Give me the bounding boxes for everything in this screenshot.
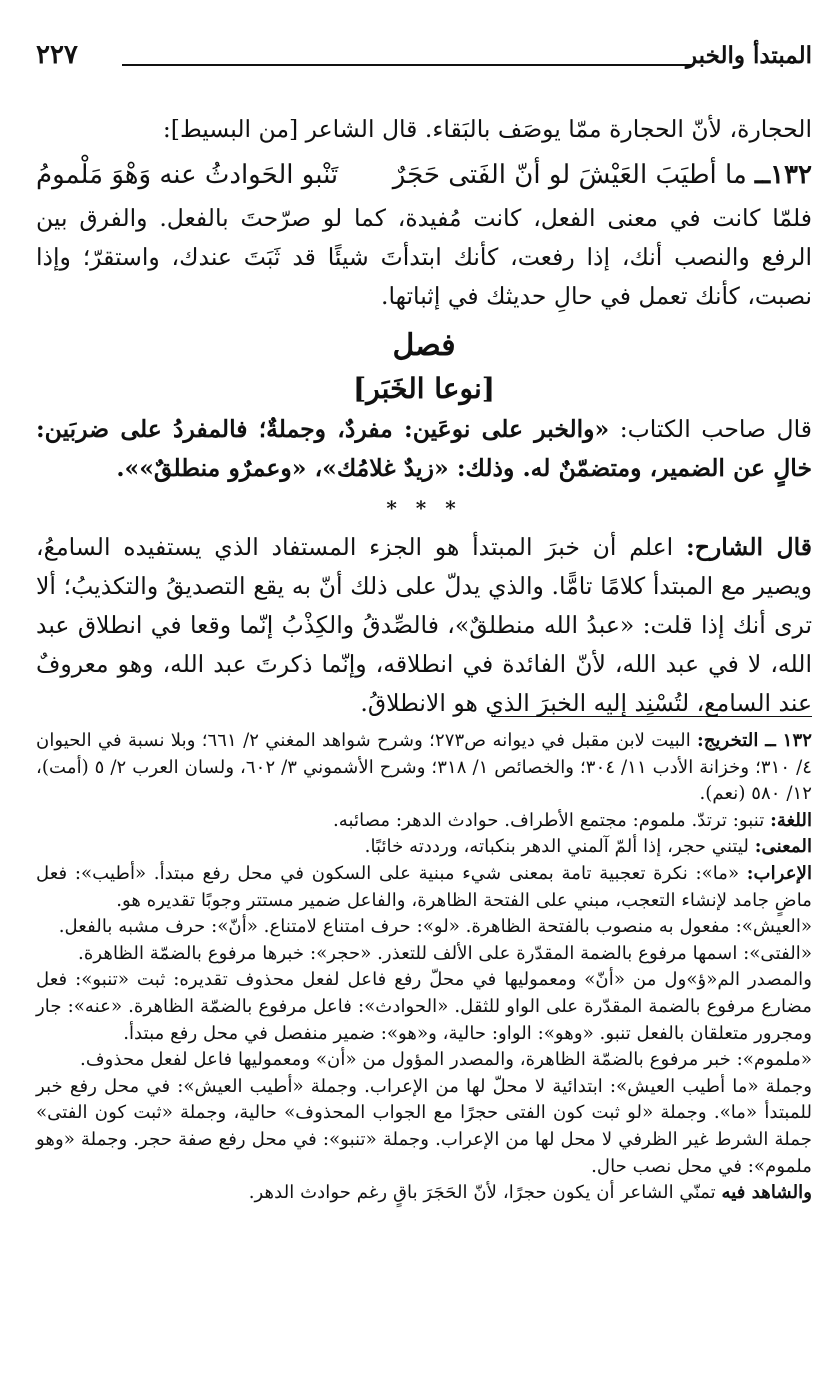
section-title: فصل <box>392 328 456 363</box>
commentator-label: قال الشارح: <box>686 533 812 561</box>
irab-label: الإعراب: <box>746 862 812 884</box>
quote-intro: قال صاحب الكتاب: <box>619 415 812 443</box>
footnotes <box>36 728 812 1207</box>
verse-number: ١٣٢ــ <box>754 160 812 190</box>
footnote-lugha <box>36 808 812 835</box>
irab-text-4: والمصدر الم«ؤ»ول من «أنّ» ومعموليها في محلّ رفع فاعل لفعل محذوف تقديره: ثبت «تنبو»: فعل مضارع مرفوع بالضمة المقدّرة على الواو للثقل. «الحوادث»: فاعل مرفوع بالضمّة الظاهرة. «عنه»: جار ومجرور متعلقان بالفعل تنبو. «وهو»: الواو: حالية، و«هو»: ضمير منفصل في محل رفع مبتدأ. <box>36 969 812 1044</box>
mana-text: ليتني حجر، إذا ألمّ آلمني الدهر بنكباته، ورددته خائبًا. <box>364 836 749 858</box>
lugha-text: تنبو: ترتدّ. ملموم: مجتمع الأطراف. حوادث الدهر: مصائبه. <box>333 809 765 831</box>
header-rule <box>122 64 692 66</box>
footnote-rule <box>492 716 812 717</box>
footnote-irab <box>36 861 812 914</box>
verse-hemistich-2: تَنْبو الحَوادثُ عنه وَهْوَ مَلْمومُ <box>36 160 339 190</box>
commentary-paragraph <box>36 528 812 723</box>
shahid-label: والشاهد فيه <box>721 1182 812 1204</box>
page-header <box>36 42 812 76</box>
takhrij-label: ١٣٢ ــ التخريج: <box>697 730 812 751</box>
irab-text-1: «ما»: نكرة تعجبية تامة بمعنى شيء مبنية على السكون في محل رفع مبتدأ. «أطيب»: فعل ماضٍ جامد لإنشاء التعجب، مبني على الفتحة الظاهرة، والفاعل ضمير مستتر وجوبًا تقديره هو. <box>36 862 812 911</box>
author-quote <box>36 410 812 488</box>
quote-text: «والخبر على نوعَين: مفردٌ، وجملةٌ؛ فالمفردُ على ضربَين: خالٍ عن الضمير، ومتضمّنٌ له. وذلك: «زيدٌ غلامُك»، «وعمرٌو منطلقٌ»». <box>36 415 812 482</box>
lugha-label: اللغة: <box>770 809 812 831</box>
section-subtitle: [نوعا الخَبَر] <box>352 372 496 405</box>
verse-hemistich-1: ما أطيَبَ العَيْشَ لو أنّ الفَتى حَجَرٌ <box>392 160 747 190</box>
paragraph-1: الحجارة، لأنّ الحجارة ممّا يوصَف بالبَقاء. قال الشاعر [من البسيط]: <box>162 115 812 143</box>
separator-stars: * * * <box>386 496 462 520</box>
footnote-shahid <box>36 1180 812 1207</box>
running-title: المبتدأ والخبر <box>685 42 812 69</box>
verse-line <box>36 153 812 197</box>
main-text <box>36 110 812 723</box>
footnote-mana <box>36 834 812 861</box>
mana-label: المعنى: <box>754 836 812 858</box>
book-page <box>36 0 812 1381</box>
footnote-jumal: وجملة «ما أطيب العيش»: ابتدائية لا محلّ لها من الإعراب. وجملة «أطيب العيش»: في محل رفع خبر للمبتدأ «ما». وجملة «لو ثبت كون الفتى حجرًا مع الجواب المحذوف» حالية، وجملة «ثبت كون الفتى» جملة الشرط غير الظرفي لا محل لها من الإعراب. وجملة «تنبو»: في محل رفع صفة حجر. وجملة «وهو ملموم»: في محل نصب حال. <box>36 1075 812 1177</box>
irab-text-3: «الفتى»: اسمها مرفوع بالضمة المقدّرة على الألف للتعذر. «حجر»: خبرها مرفوع بالضمّة الظاهرة. <box>78 942 812 964</box>
paragraph-2: فلمّا كانت في معنى الفعل، كانت مُفيدة، كما لو صرّحتَ بالفعل. والفرق بين الرفع والنصب أنك، إذا رفعت، كأنك ابتدأتَ شيئًا قد ثَبَتَ عندك، واستقرّ؛ وإذا نصبت، كأنك تعمل في حالِ حديثك في إثباتها. <box>36 204 812 310</box>
commentary-text: اعلم أن خبرَ المبتدأ هو الجزء المستفاد الذي يستفيده السامعُ، ويصير مع المبتدأ كلامًا تامًّا. والذي يدلّ على ذلك أنّ به يقع التصديقُ والتكذيبُ؛ ألا ترى أنك إذا قلت: «عبدُ الله منطلقٌ»، فالصِّدقُ والكِذْبُ إنّما وقعا في انطلاق عبد الله، لا في عبد الله، لأنّ الفائدة في انطلاقه، وإنّما ذكرتَ عبد الله، وهو معروفٌ عند السامع، لتُسْنِد إليه الخبرَ الذي هو الانطلاقُ. <box>36 533 812 717</box>
takhrij-text: البيت لابن مقبل في ديوانه ص٢٧٣؛ وشرح شواهد المغني ٢/ ٦٦١؛ وبلا نسبة في الحيوان ٤/ ٣١٠؛ وخزانة الأدب ١١/ ٣٠٤؛ والخصائص ١/ ٣١٨؛ وشرح الأشموني ٣/ ٦٠٢، ولسان العرب ٢/ ٥ (أمت)، ١٢/ ٥٨٠ (نعم). <box>36 730 813 805</box>
shahid-text: تمنّي الشاعر أن يكون حجرًا، لأنّ الحَجَرَ باقٍ رغم حوادث الدهر. <box>248 1182 716 1204</box>
page-number: ٢٢٧ <box>36 40 78 70</box>
irab-text-5: «ملموم»: خبر مرفوع بالضمّة الظاهرة، والمصدر المؤول من «أن» ومعموليها فاعل لفعل محذوف. <box>80 1049 812 1071</box>
irab-text-2: «العيش»: مفعول به منصوب بالفتحة الظاهرة. «لو»: حرف امتناع لامتناع. «أنّ»: حرف مشبه بالفعل. <box>58 916 812 938</box>
footnote-takhrij <box>36 728 812 808</box>
